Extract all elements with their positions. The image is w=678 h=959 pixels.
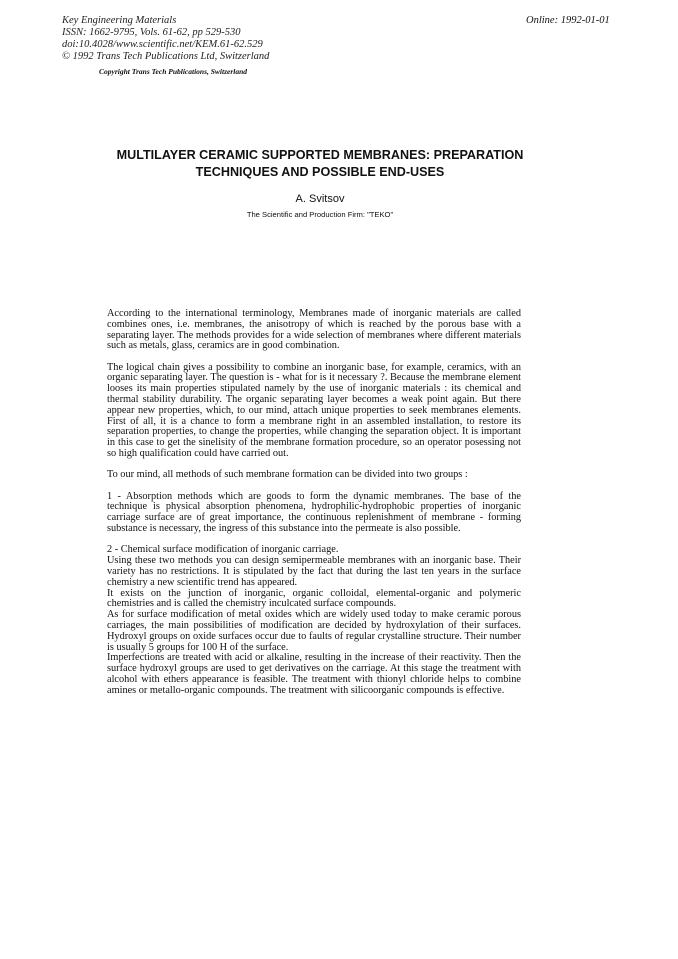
- section-chemical-modification: [107, 545, 521, 696]
- section2-para-4: Imperfections are treated with acid or alkaline, resulting in the increase of their reactivity. Then the surface hydroxyl groups are used to get derivatives on the carriage. At this stage the treatment with alcohol with ethers appearance is feasible. The treatment with thionyl chloride helps to combine amines or metallo-organic compounds. The treatment with silicoorganic compounds is effective.: [107, 652, 521, 696]
- paper-body: [107, 309, 521, 697]
- section2-para-1: Using these two methods you can design semipermeable membranes with an inorganic base. Their variety has no restrictions. It is stipulated by the fact that during the last ten years in the surface chemistry a new scientific trend has appeared.: [107, 555, 521, 588]
- title-line-1: MULTILAYER CERAMIC SUPPORTED MEMBRANES: PREPARATION: [116, 148, 524, 162]
- section2-para-2: It exists on the junction of inorganic, organic colloidal, elemental-organic and polymeric chemistries and is called the chemistry inculcated surface compounds.: [107, 587, 521, 610]
- section2-heading: 2 - Chemical surface modification of inorganic carriage.: [107, 544, 339, 556]
- journal-name: Key Engineering Materials: [62, 15, 177, 26]
- paragraph-intro: According to the international terminology, Membranes made of inorganic materials are called combines ones, i.e. membranes, the anisotropy of which is reached by the porous base with a separating layer. The methods provides for a wide selection of membranes where different materials such as metals, glass, ceramics are in good combination.: [107, 308, 521, 352]
- author-affiliation: The Scientific and Production Firm: "TEKO": [246, 210, 394, 219]
- issn-line: ISSN: 1662-9795, Vols. 61-62, pp 529-530: [62, 27, 241, 38]
- paragraph-absorption-methods: 1 - Absorption methods which are goods to form the dynamic membranes. The base of the technique is physical absorption phenomena, hydrophilic-hydrophobic properties of inorganic carriage surface are of great importance, the continuous replenishment of membrane - forming substance is necessary, the ingress of this substance into the permeate is also possible.: [107, 490, 521, 535]
- copyright-notice: Copyright Trans Tech Publications, Switzerland: [99, 67, 248, 76]
- paragraph-logical-chain: The logical chain gives a possibility to combine an inorganic base, for example, ceramics, with an organic separating layer. The question is - what for is it necessary ?. Because the membrane element looses its main properties stipulated namely by the use of inorganic materials : its chemical and thermal stability durability. The organic separating layer becomes a weak point again. But there appear new properties, which, to our mind, attach unique properties to seek membranes elements. First of all, it is a chance to form a membrane right in an assembled installation, to restore its separation properties, to change the properties, while changing the separation object. It is important in this case to get the sinelisity of the membrane formation procedure, so an operator posessing not so high qualification could have carried out.: [107, 361, 521, 460]
- title-line-2: TECHNIQUES AND POSSIBLE END-USES: [195, 165, 445, 179]
- publisher-line: © 1992 Trans Tech Publications Ltd, Switzerland: [62, 51, 270, 62]
- section2-para-3: As for surface modification of metal oxides which are widely used today to make ceramic porous carriages, the main possibilities of modification are decided by hydroxylation of their surfaces. Hydroxyl groups on oxide surfaces occur due to faults of regular crystalline structure. Their number is usually 5 groups for 100 H of the surface.: [107, 609, 521, 653]
- paragraph-two-groups: To our mind, all methods of such membrane formation can be divided into two groups :: [107, 469, 468, 481]
- author-name: A. Svitsov: [295, 193, 345, 205]
- journal-header: [62, 15, 269, 63]
- paper-title: [96, 147, 544, 181]
- online-date: Online: 1992-01-01: [526, 15, 610, 26]
- doi-line: doi:10.4028/www.scientific.net/KEM.61-62.529: [62, 39, 263, 50]
